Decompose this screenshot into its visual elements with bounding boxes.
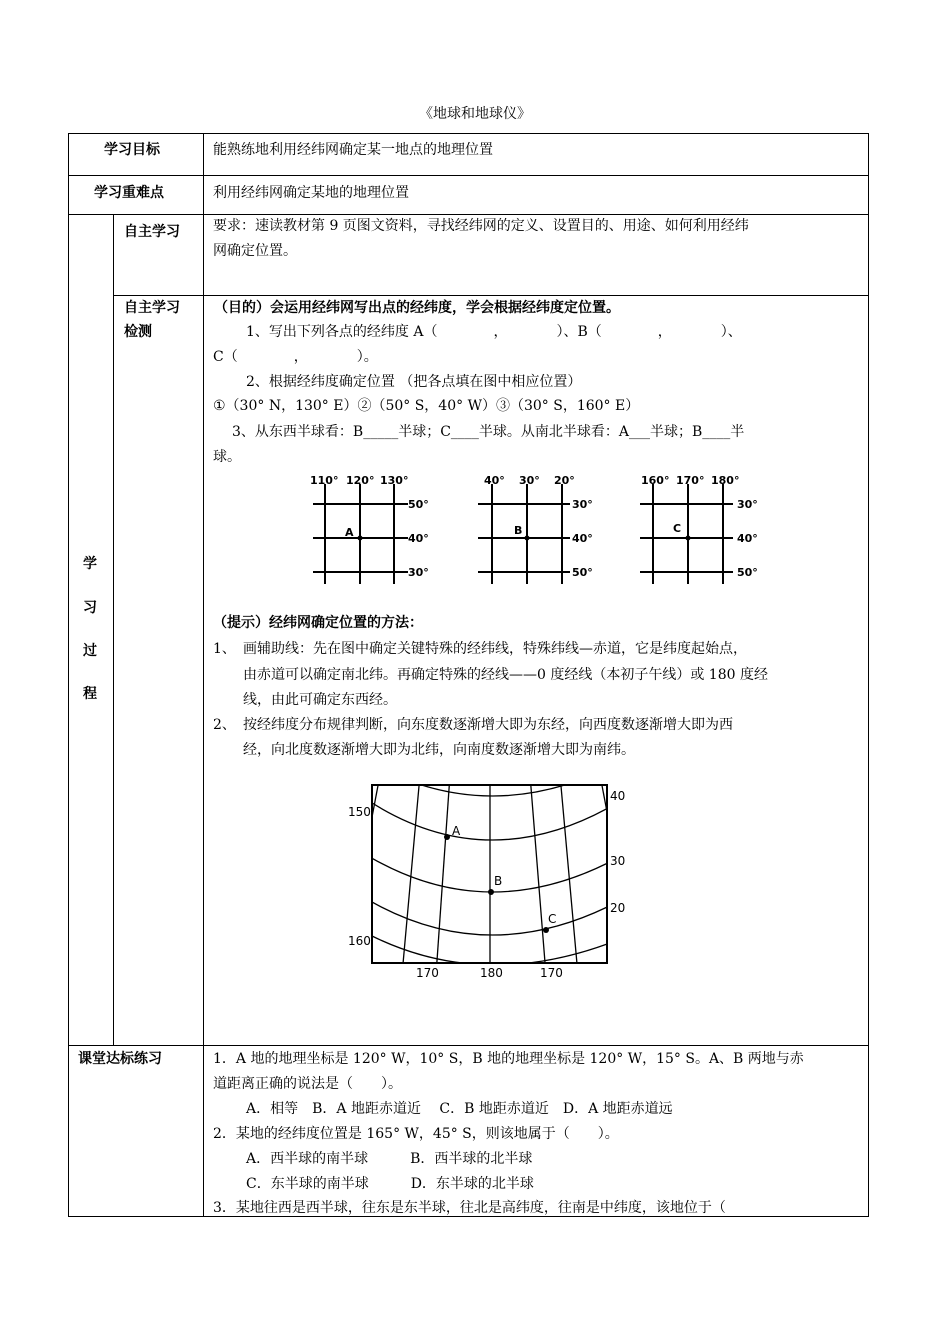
practice-line: C．东半球的南半球 D．东半球的北半球 [246,1176,534,1192]
tip-2-number: 2、 [213,717,236,733]
tip-2-text: 经，向北度数逐渐增大即为北纬，向南度数逐渐增大即为南纬。 [243,742,635,758]
grid-b-top-label: 40° [484,474,505,487]
practice-line: A．西半球的南半球 B．西半球的北半球 [246,1151,533,1167]
row-divider [68,214,869,215]
map-right-label: 30 [610,854,626,868]
question-1: 1、写出下列各点的经纬度 A（ ， ）、B（ ， ）、 [246,324,742,340]
process-label-char: 程 [83,686,97,702]
check-label: 自主学习 [124,300,180,316]
self-study-text: 要求：速读教材第 9 页图文资料，寻找经纬网的定义、设置目的、用途、如何利用经纬 [213,218,749,234]
column-divider [113,214,114,1045]
practice-line: 1．A 地的地理坐标是 120° W，10° S，B 地的地理坐标是 120° W，15° S。A、B 两地与赤 [213,1051,804,1067]
grid-a-point-label: A [345,526,354,539]
table-border-top [68,133,869,134]
grid-b-top-label: 20° [554,474,575,487]
grid-c-point-label: C [673,522,682,535]
map-point-a: A [452,824,461,838]
grid-c-top-label: 170° [676,474,705,487]
tip-2-text: 按经纬度分布规律判断，向东度数逐渐增大即为东经，向西度数逐渐增大即为西 [243,717,733,733]
grid-c [640,474,758,584]
grid-a-right-label: 50° [408,498,429,511]
self-study-label: 自主学习 [124,224,180,240]
question-1-cont: C（ ， ）。 [213,349,378,365]
grid-c-right-label: 40° [737,532,758,545]
grid-c-right-label: 50° [737,566,758,579]
grid-a-right-label: 30° [408,566,429,579]
map-left-label: 160 [348,934,371,948]
row-divider [113,295,869,296]
grid-b [478,474,593,584]
map-right-label: 20 [610,901,626,915]
map-point-c: C [548,912,557,926]
map-bottom-label: 170 [540,966,563,980]
key-label: 学习重难点 [94,185,164,201]
grid-b-right-label: 50° [572,566,593,579]
question-3: 3、从东西半球看：B_____半球；C____半球。从南北半球看：A___半球；B____半 [232,424,745,440]
map-bottom-label: 170 [416,966,439,980]
curved-latlon-map [340,775,640,985]
tip-title: （提示）经纬网确定位置的方法： [213,615,423,631]
key-text: 利用经纬网确定某地的地理位置 [213,185,409,201]
question-3-cont: 球。 [213,449,241,465]
process-label-char: 学 [83,556,97,572]
table-border-left [68,133,69,1217]
process-label-char: 习 [83,600,97,616]
practice-line: 道距离正确的说法是（ ）。 [213,1076,402,1092]
page-title: 《地球和地球仪》 [419,106,531,122]
grid-a [310,474,429,584]
goal-label: 学习目标 [104,142,160,158]
grid-a-right-label: 40° [408,532,429,545]
practice-line: 2．某地的经纬度位置是 165° W，45° S，则该地属于（ ）。 [213,1126,619,1142]
question-2-points: ①（30° N，130° E）②（50° S，40° W）③（30° S，160° E） [213,398,640,414]
check-label: 检测 [124,324,152,340]
grid-c-top-label: 180° [711,474,740,487]
tip-1-text: 由赤道可以确定南北纬。再确定特殊的经线——0 度经线（本初子午线）或 180 度经 [243,667,768,683]
map-right-label: 40 [610,789,626,803]
tip-1-text: 画辅助线：先在图中确定关键特殊的经纬线，特殊纬线—赤道，它是纬度起始点， [243,641,747,657]
practice-line: A．相等 B．A 地距赤道近 C．B 地距赤道近 D．A 地距赤道远 [246,1101,673,1117]
practice-label: 课堂达标练习 [78,1051,162,1067]
question-2: 2、根据经纬度确定位置 （把各点填在图中相应位置） [246,374,582,390]
map-bottom-label: 180 [480,966,503,980]
tip-1-number: 1、 [213,641,236,657]
row-divider [68,175,869,176]
grid-b-right-label: 30° [572,498,593,511]
latlon-grids [300,468,790,593]
grid-a-top-label: 120° [346,474,375,487]
self-study-text: 网确定位置。 [213,243,297,259]
table-border-right [868,133,869,1217]
tip-1-text: 线，由此可确定东西经。 [243,692,397,708]
row-divider [68,1045,869,1046]
process-label-char: 过 [83,643,97,659]
grid-b-top-label: 30° [519,474,540,487]
grid-b-right-label: 40° [572,532,593,545]
grid-b-point-label: B [514,524,523,537]
practice-line: 3．某地往西是西半球，往东是东半球，往北是高纬度，往南是中纬度，该地位于（ [213,1200,726,1216]
map-point-b: B [494,874,503,888]
grid-a-top-label: 110° [310,474,339,487]
map-left-label: 150 [348,805,371,819]
column-divider [203,133,204,1217]
grid-c-top-label: 160° [641,474,670,487]
grid-a-top-label: 130° [380,474,409,487]
grid-c-right-label: 30° [737,498,758,511]
goal-text: 能熟练地利用经纬网确定某一地点的地理位置 [213,142,493,158]
check-aim: （目的）会运用经纬网写出点的经纬度，学会根据经纬度定位置。 [214,300,620,316]
